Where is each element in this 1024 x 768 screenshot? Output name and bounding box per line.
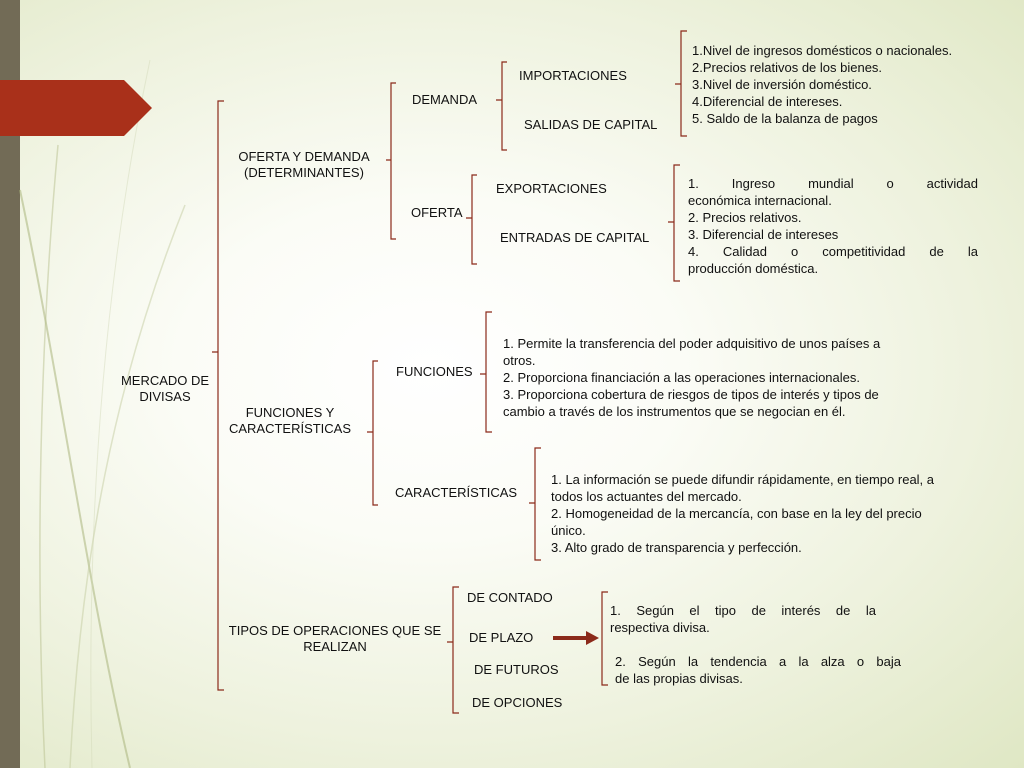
funciones-item: 3. Proporciona cobertura de riesgos de tipos de interés y tipos de [503,387,879,402]
oferta-factor: 1. Ingreso mundial o actividad [688,176,978,191]
root-line-1: MERCADO DE [120,373,210,388]
oferta-factor: 2. Precios relativos. [688,210,802,225]
node-tipos-operaciones-line-2: REALIZAN [303,639,367,654]
bracket-demanda-factors [675,31,687,136]
bracket-funciones-caracteristicas [367,361,378,505]
oferta-factor: 3. Diferencial de intereses [688,227,839,242]
bracket-tipos [447,587,459,713]
caracteristicas-item: único. [551,523,586,538]
plazo-note: 1. Según el tipo de interés de la [610,603,876,618]
node-demanda: DEMANDA [412,92,478,107]
plazo-notes-1 [610,602,876,636]
caracteristicas-list [551,471,1016,556]
node-entradas-capital: ENTRADAS DE CAPITAL [500,230,650,245]
demanda-factor: 1.Nivel de ingresos domésticos o nacionales. [692,43,953,58]
bracket-oferta-factors [668,165,680,281]
node-oferta-demanda-line-1: OFERTA Y DEMANDA [238,149,370,164]
oferta-factor: 4. Calidad o competitividad de la [688,244,978,259]
bracket-caracteristicas [529,448,541,560]
node-caracteristicas: CARACTERÍSTICAS [395,485,518,500]
demanda-factors-list [692,42,1012,127]
demanda-factor: 2.Precios relativos de los bienes. [692,60,883,75]
bracket-funciones [480,312,492,432]
node-funciones: FUNCIONES [396,364,473,379]
demanda-factor: 3.Nivel de inversión doméstico. [692,77,872,92]
root-node [106,373,224,405]
node-salidas-capital: SALIDAS DE CAPITAL [524,117,658,132]
bracket-demanda [496,62,507,150]
type-de-contado: DE CONTADO [467,590,553,605]
bracket-plazo-notes [602,592,608,685]
node-exportaciones: EXPORTACIONES [496,181,607,196]
funciones-list [503,335,963,420]
arrow-head [586,631,599,645]
caracteristicas-item: 1. La información se puede difundir rápidamente, en tiempo real, a [551,472,935,487]
funciones-item: 2. Proporciona financiación a las operaciones internacionales. [503,370,860,385]
bracket-oferta [466,175,477,264]
type-de-futuros: DE FUTUROS [474,662,559,677]
bracket-oferta-demanda [386,83,396,239]
funciones-item: otros. [503,353,536,368]
plazo-note: de las propias divisas. [615,671,743,686]
node-oferta-demanda-line-2: (DETERMINANTES) [244,165,364,180]
plazo-notes-2 [615,653,901,687]
demanda-factor: 5. Saldo de la balanza de pagos [692,111,878,126]
root-line-2: DIVISAS [139,389,191,404]
node-funciones-caracteristicas [216,405,364,437]
node-tipos-operaciones-line-1: TIPOS DE OPERACIONES QUE SE [228,623,442,638]
plazo-note: respectiva divisa. [610,620,710,635]
caracteristicas-item: 3. Alto grado de transparencia y perfección. [551,540,802,555]
node-funciones-caracteristicas-line-1: FUNCIONES Y [245,405,335,420]
node-oferta: OFERTA [411,205,463,220]
oferta-factors-list [688,175,978,277]
node-tipos-operaciones [222,623,448,655]
node-importaciones: IMPORTACIONES [519,68,627,83]
node-oferta-demanda [224,149,384,181]
caracteristicas-item: 2. Homogeneidad de la mercancía, con base en la ley del precio [551,506,922,521]
funciones-item: 1. Permite la transferencia del poder adquisitivo de unos países a [503,336,881,351]
plazo-note: 2. Según la tendencia a la alza o baja [615,654,901,669]
caracteristicas-item: todos los actuantes del mercado. [551,489,742,504]
demanda-factor: 4.Diferencial de intereses. [692,94,843,109]
type-de-opciones: DE OPCIONES [472,695,563,710]
oferta-factor: producción doméstica. [688,261,819,276]
oferta-factor: económica internacional. [688,193,832,208]
node-funciones-caracteristicas-line-2: CARACTERÍSTICAS [228,421,352,436]
type-de-plazo: DE PLAZO [469,630,534,645]
funciones-item: cambio a través de los instrumentos que se negocian en él. [503,404,846,419]
